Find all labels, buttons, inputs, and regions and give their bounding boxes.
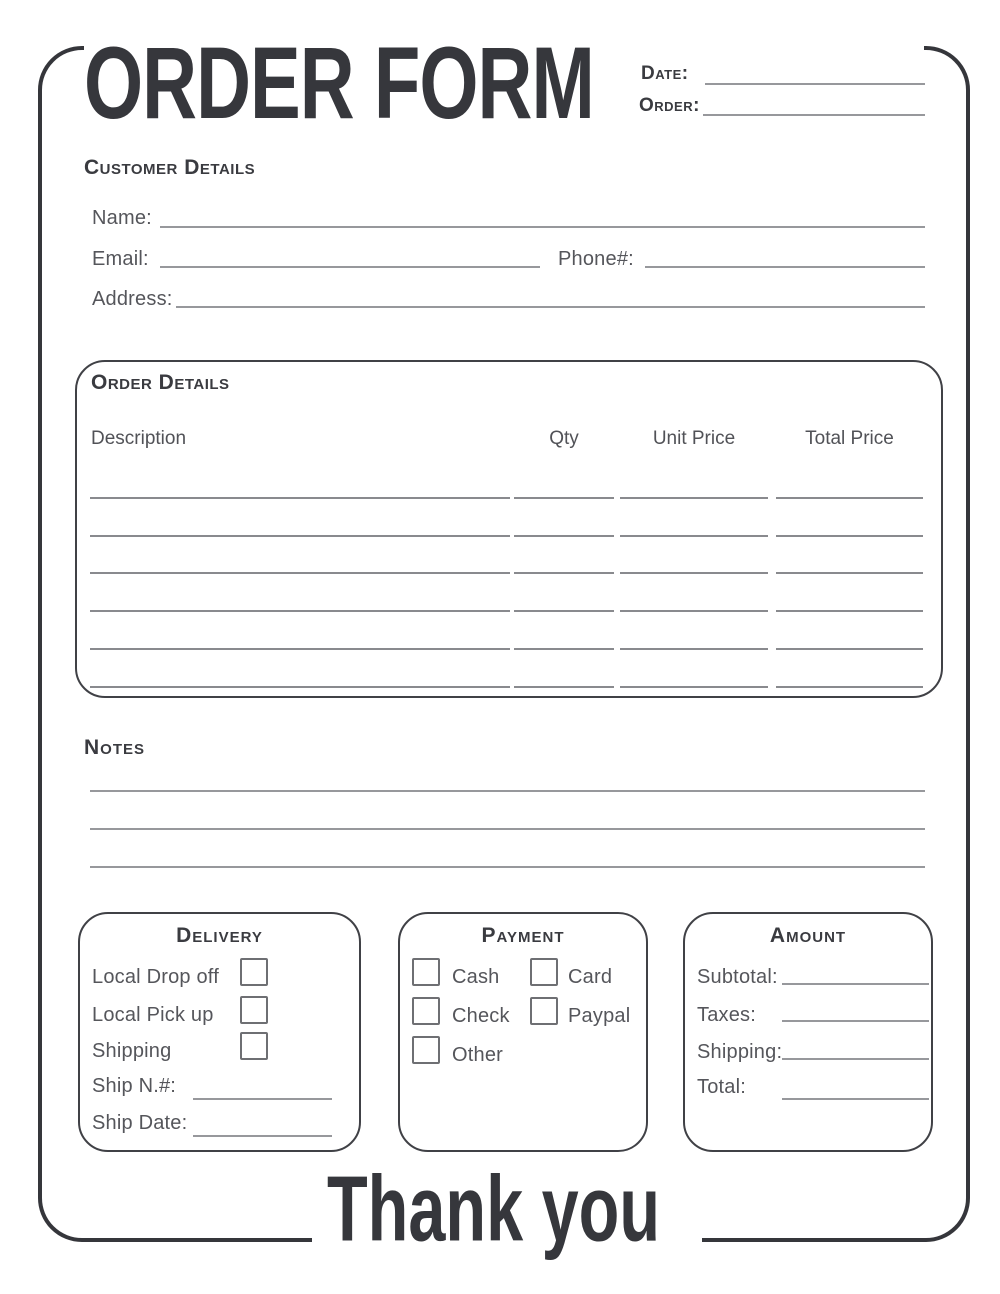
description-cell-line[interactable] — [90, 572, 510, 574]
amount-heading: Amount — [769, 924, 847, 947]
total-price-cell-line[interactable] — [776, 572, 923, 574]
total-price-cell-line[interactable] — [776, 686, 923, 688]
shipping-option-checkbox[interactable] — [240, 1032, 268, 1060]
notes-line[interactable] — [90, 828, 925, 830]
taxes-input-line[interactable] — [782, 1020, 929, 1022]
notes-heading: Notes — [84, 736, 146, 759]
description-cell-line[interactable] — [90, 648, 510, 650]
unit-price-cell-line[interactable] — [620, 497, 768, 499]
qty-cell-line[interactable] — [514, 535, 614, 537]
qty-cell-line[interactable] — [514, 497, 614, 499]
description-cell-line[interactable] — [90, 497, 510, 499]
taxes-label: Taxes: — [697, 1004, 757, 1026]
email-input-line[interactable] — [160, 266, 540, 268]
description-cell-line[interactable] — [90, 610, 510, 612]
name-label: Name: — [92, 207, 152, 229]
delivery-heading: Delivery — [176, 924, 263, 947]
customer-details-heading: Customer Details — [84, 156, 256, 179]
unit-price-cell-line[interactable] — [620, 686, 768, 688]
subtotal-input-line[interactable] — [782, 983, 929, 985]
notes-line[interactable] — [90, 866, 925, 868]
total-price-cell-line[interactable] — [776, 648, 923, 650]
date-input-line[interactable] — [705, 83, 925, 85]
delivery-box — [78, 912, 361, 1152]
total-price-cell-line[interactable] — [776, 610, 923, 612]
qty-cell-line[interactable] — [514, 572, 614, 574]
description-cell-line[interactable] — [90, 686, 510, 688]
subtotal-label: Subtotal: — [697, 966, 778, 988]
card-label: Card — [568, 966, 613, 988]
ship-number-label: Ship N.#: — [92, 1075, 177, 1097]
amount-box — [683, 912, 933, 1152]
column-header-qty: Qty — [549, 428, 579, 449]
other-label: Other — [452, 1044, 504, 1066]
paypal-checkbox[interactable] — [530, 997, 558, 1025]
total-price-cell-line[interactable] — [776, 497, 923, 499]
column-header-total-price: Total Price — [805, 428, 894, 449]
order-details-box — [75, 360, 943, 698]
address-label: Address: — [92, 288, 173, 310]
cash-label: Cash — [452, 966, 500, 988]
card-checkbox[interactable] — [530, 958, 558, 986]
qty-cell-line[interactable] — [514, 610, 614, 612]
date-label: Date: — [641, 63, 689, 84]
ship-number-input-line[interactable] — [193, 1098, 332, 1100]
page-title: ORDER FORM — [84, 25, 594, 140]
order-label: Order: — [639, 95, 700, 116]
total-price-cell-line[interactable] — [776, 535, 923, 537]
phone-input-line[interactable] — [645, 266, 925, 268]
order-details-heading: Order Details — [91, 371, 230, 394]
name-input-line[interactable] — [160, 226, 925, 228]
notes-line[interactable] — [90, 790, 925, 792]
other-checkbox[interactable] — [412, 1036, 440, 1064]
total-input-line[interactable] — [782, 1098, 929, 1100]
payment-box — [398, 912, 648, 1152]
unit-price-cell-line[interactable] — [620, 610, 768, 612]
shipping-cost-label: Shipping: — [697, 1041, 783, 1063]
ship-date-input-line[interactable] — [193, 1135, 332, 1137]
check-label: Check — [452, 1005, 510, 1027]
email-label: Email: — [92, 248, 149, 270]
unit-price-cell-line[interactable] — [620, 535, 768, 537]
description-cell-line[interactable] — [90, 535, 510, 537]
qty-cell-line[interactable] — [514, 686, 614, 688]
qty-cell-line[interactable] — [514, 648, 614, 650]
local-pick-up-label: Local Pick up — [92, 1004, 214, 1026]
shipping-option-label: Shipping — [92, 1040, 172, 1062]
paypal-label: Paypal — [568, 1005, 631, 1027]
payment-heading: Payment — [481, 924, 565, 947]
local-pick-up-checkbox[interactable] — [240, 996, 268, 1024]
check-checkbox[interactable] — [412, 997, 440, 1025]
ship-date-label: Ship Date: — [92, 1112, 188, 1134]
total-label: Total: — [697, 1076, 747, 1098]
column-header-description: Description — [91, 428, 187, 449]
unit-price-cell-line[interactable] — [620, 572, 768, 574]
local-drop-off-label: Local Drop off — [92, 966, 219, 988]
thank-you-text: Thank you — [327, 1156, 661, 1261]
local-drop-off-checkbox[interactable] — [240, 958, 268, 986]
shipping-cost-input-line[interactable] — [782, 1058, 929, 1060]
order-input-line[interactable] — [703, 114, 925, 116]
cash-checkbox[interactable] — [412, 958, 440, 986]
phone-label: Phone#: — [558, 248, 634, 270]
column-header-unit-price: Unit Price — [652, 428, 736, 449]
unit-price-cell-line[interactable] — [620, 648, 768, 650]
address-input-line[interactable] — [176, 306, 925, 308]
